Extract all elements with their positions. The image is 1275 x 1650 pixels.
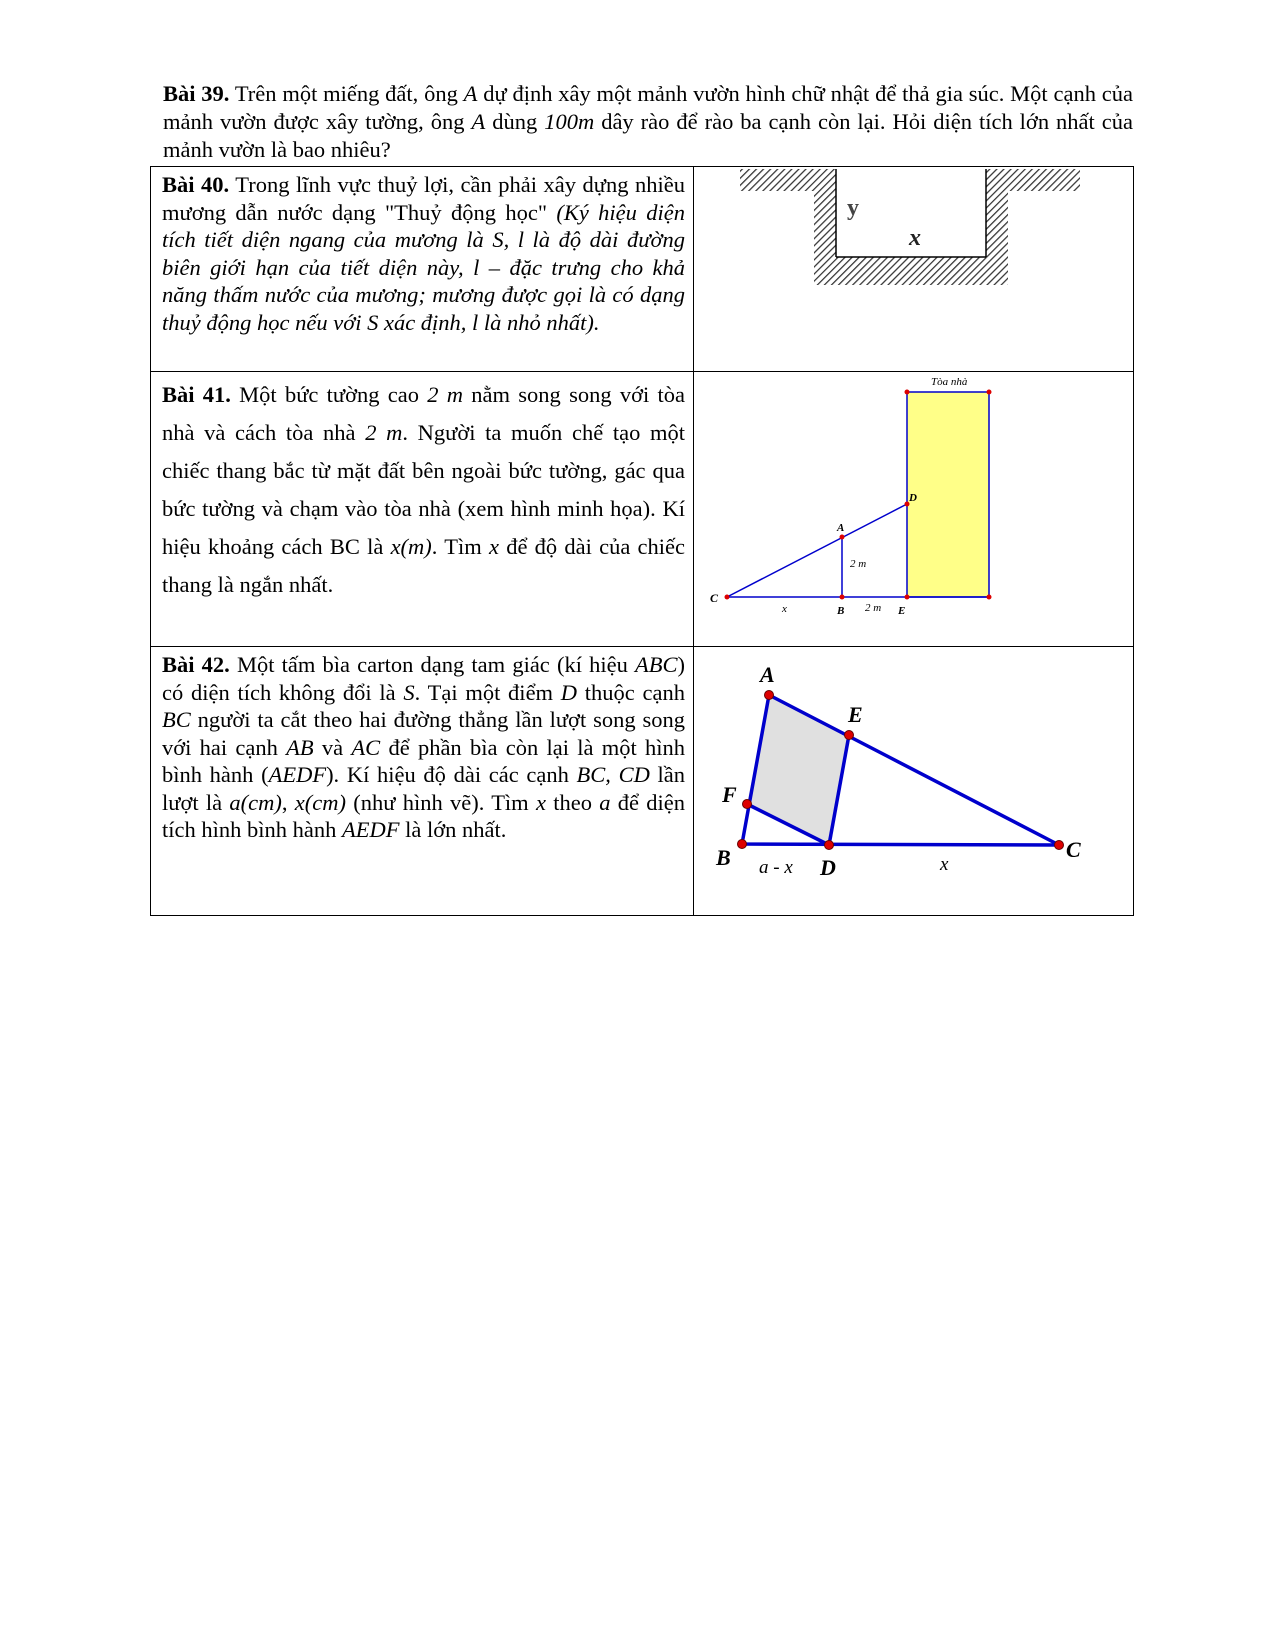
problem-41-v1: 2 m: [427, 382, 464, 407]
problem-39: [163, 80, 1133, 164]
problem-40-text-1: Trong lĩnh vực thuỷ lợi, cần phải xây dựng nhiều mương dẫn nước dạng "Thuỷ động học": [162, 172, 685, 225]
canal-label-x: x: [909, 225, 921, 251]
canal-label-y: y: [847, 195, 859, 221]
problem-42-text-3: . Tại một điểm: [414, 679, 561, 705]
problem-42-text-6: và: [313, 734, 352, 760]
canal-cross-section-figure: [694, 167, 1134, 363]
label-d: D: [820, 855, 836, 880]
problem-42-figure-cell: [694, 647, 1134, 916]
point-e: [905, 595, 910, 600]
problem-42-v-x: x(cm): [294, 789, 346, 815]
label-dc-length: x: [940, 854, 949, 875]
label-a: A: [837, 522, 845, 534]
problem-41-figure-cell: [694, 372, 1134, 647]
problem-42-text-5: người ta cắt theo hai đường thẳng lần lượt song song với hai cạnh: [162, 707, 685, 760]
label-f: F: [722, 782, 737, 807]
problem-42-text-cell: [151, 647, 694, 916]
triangle-parallelogram-figure: [694, 647, 1134, 907]
problem-41-text-3: . Người ta muốn chế tạo một chiếc thang bắc từ mặt đất bên ngoài bức tường, gác qua bức tường và chạm vào tòa nhà (xem hình minh họa). Kí hiệu khoảng cách BC là: [162, 420, 685, 559]
label-a: A: [760, 662, 775, 687]
problem-42-v-a: a(cm): [229, 789, 282, 815]
problem-40-figure-cell: [694, 167, 1134, 372]
problem-42-text-2: ) có diện tích không đổi là: [162, 652, 685, 705]
problem-42-v-bccd: BC, CD: [576, 762, 650, 787]
problem-39-text-3: dùng: [485, 109, 545, 134]
point-b: [738, 840, 747, 849]
problem-41-text-4: . Tìm: [431, 534, 489, 559]
problem-42-text-13: để diện tích hình bình hành: [162, 789, 685, 842]
problem-42-text-10: ,: [281, 789, 295, 815]
problem-40-italic-text: (Ký hiệu diện tích tiết diện ngang của mương là S, l là độ dài đường biên giới hạn của tiết diện này, l – đặc trưng cho khả năng thấm nước của mương; mương được gọi là có dạng thuỷ động học nếu với S xác định, l là nhỏ nhất).: [162, 199, 685, 335]
point-a: [840, 535, 845, 540]
label-x: x: [782, 603, 787, 615]
point-e: [845, 731, 854, 740]
problem-40-text-cell: [151, 167, 694, 372]
building-corner-tl: [905, 390, 910, 395]
problem-42-row: [151, 647, 1134, 916]
point-c: [1055, 841, 1064, 850]
problem-41-text-1: Một bức tường cao: [230, 382, 428, 407]
problem-39-label: Bài 39.: [163, 81, 230, 106]
label-wall-height: 2 m: [850, 558, 867, 570]
label-c: C: [1066, 837, 1081, 862]
label-e: E: [848, 702, 863, 727]
problem-40-row: [151, 167, 1134, 372]
problem-42-text-14: là lớn nhất.: [399, 817, 507, 842]
problem-39-var-a: A: [463, 81, 478, 106]
problem-39-text-2: dự định xây một mảnh vườn hình chữ nhật để thả gia súc. Một cạnh của mảnh vườn được xây tường, ông: [163, 81, 1133, 134]
problem-42-v-ac: AC: [351, 734, 381, 760]
problem-42-v-abc: ABC: [635, 652, 678, 677]
building-corner-br: [987, 595, 992, 600]
ladder-line: [727, 504, 907, 597]
point-a: [765, 691, 774, 700]
problem-42-v-a2: a: [599, 789, 611, 815]
building-corner-tr: [987, 390, 992, 395]
problem-42-v-d: D: [560, 679, 578, 705]
problem-39-value: 100m: [544, 109, 595, 134]
problem-42-v-bc: BC: [162, 707, 191, 732]
problem-42-v-s: S: [403, 679, 415, 705]
problem-41-row: [151, 372, 1134, 647]
problem-42-text-12: theo: [545, 789, 600, 815]
problem-40-label: Bài 40.: [162, 172, 230, 197]
problem-41-text-5: để độ dài của chiếc thang là ngắn nhất.: [162, 534, 685, 597]
problem-41-label: Bài 41.: [162, 382, 231, 407]
label-b: B: [716, 845, 731, 870]
problem-41-v3: x(m): [390, 534, 432, 559]
point-f: [743, 800, 752, 809]
problem-39-var-a2: A: [471, 109, 486, 134]
problem-39-text-1: Trên một miếng đất, ông: [229, 81, 464, 106]
building-rect: [907, 392, 989, 597]
building-label: Tòa nhà: [931, 376, 968, 388]
label-d: D: [909, 492, 917, 504]
ladder-wall-figure: [694, 372, 1134, 638]
label-be: 2 m: [865, 602, 882, 614]
problem-39-text-4: dây rào để rào ba cạnh còn lại. Hỏi diện tích lớn nhất của mảnh vườn là bao nhiêu?: [163, 109, 1133, 162]
problem-42-text-4: thuộc cạnh: [577, 679, 685, 705]
label-b: B: [837, 605, 845, 617]
problem-42-v-aedf: AEDF: [268, 762, 327, 787]
problem-42-label: Bài 42.: [162, 652, 230, 677]
problem-42-text-11: (như hình vẽ). Tìm: [345, 789, 536, 815]
problems-table: [150, 166, 1134, 916]
label-e: E: [898, 605, 906, 617]
label-c: C: [710, 591, 719, 605]
problem-42-text-9: lần lượt là: [162, 762, 686, 815]
point-d: [825, 841, 834, 850]
problem-42-text-7: để phần bìa còn lại là một hình bình hành (: [162, 734, 685, 787]
problem-41-v4: x: [488, 534, 499, 559]
problem-41-text-cell: [151, 372, 694, 647]
problem-42-text-8: ). Kí hiệu độ dài các cạnh: [326, 762, 577, 787]
problem-41-text-2: nằm song song với tòa nhà và cách tòa nhà: [162, 382, 686, 445]
problem-42-text-1: Một tấm bìa carton dạng tam giác (kí hiệu: [229, 652, 635, 677]
problem-42-v-x2: x: [535, 789, 546, 815]
point-c: [725, 595, 730, 600]
problem-41-v2: 2 m: [365, 420, 403, 445]
problem-42-v-ab: AB: [286, 734, 314, 760]
problem-42-v-aedf2: AEDF: [341, 817, 400, 842]
label-bd-length: a - x: [759, 857, 793, 878]
point-b: [840, 595, 845, 600]
